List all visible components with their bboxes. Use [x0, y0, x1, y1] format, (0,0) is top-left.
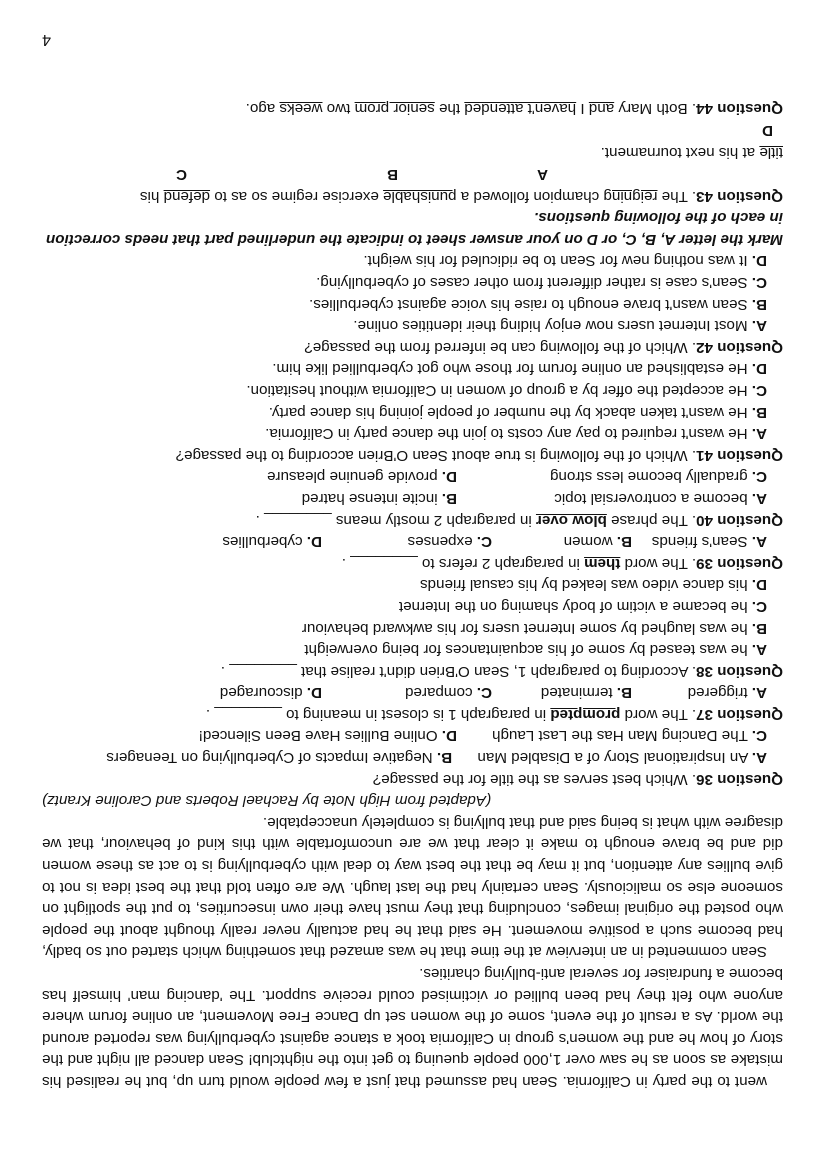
highlighted-word: prompted	[550, 705, 621, 723]
question-text: champion followed a	[456, 187, 604, 205]
passage-paragraph: went to the party in California. Sean had assumed that just a few people would turn up, but he realised his mistake as soon as he saw over 1,000 people queuing to get into the nightclub! Sean danced all night and the story of how he and the women's group in California took a stance against cyberbullying was reported around the world. As a result of the event, some of the women set up Dance Free Movement, an online forum where anyone who felt they had been bullied or victimised could receive support. The 'dancing man' himself has become a fundraiser for several anti-bullying charities.	[42, 965, 783, 1090]
answer-letters-row	[42, 163, 783, 185]
underlined-part-b: punishable	[383, 187, 457, 205]
option-b	[42, 401, 783, 423]
question-36	[42, 768, 783, 790]
question-39	[42, 552, 783, 574]
option-a	[632, 531, 767, 553]
option-c	[322, 682, 492, 704]
question-41	[42, 444, 783, 466]
option-text: his dance video was leaked by his casual friends	[420, 576, 748, 594]
option-c	[457, 725, 767, 747]
passage-paragraph: Sean commented in an interview at the time that he was amazed that something which started out so badly, had become such a positive movement. He said that he had actually never really thought about the people who posted the original images, concluding that they must have their own insecurities, to put the spotlight on someone else so maliciously. Sean certainly had the last laugh. We are often told that the best idea is not to give bullies any attention, but it may be that the best way to deal with cyberbullying is to act as these women did and be brave enough to make it clear that we are uncomfortable with this kind of behaviour, that we disagree with what is being said and that bullying is completely unacceptable.	[42, 813, 783, 961]
option-c	[42, 271, 783, 293]
option-text: Sean's friends	[651, 533, 748, 551]
option-b	[42, 487, 457, 509]
question-number: Question 44	[696, 100, 783, 118]
underlined-part-a: and	[588, 100, 615, 118]
option-text: gradually become less strong	[550, 468, 748, 486]
option-text: he was teased by some of his acquaintances for being overweight	[304, 641, 748, 659]
option-d	[42, 725, 457, 747]
question-text: . The word	[620, 705, 697, 723]
option-label: C.	[476, 684, 492, 702]
option-label: B.	[751, 403, 767, 421]
option-label: D.	[306, 533, 322, 551]
underlined-part-b: haven't attended	[464, 100, 577, 118]
option-text: He wasn't taken aback by the number of people joining his dance party.	[268, 403, 748, 421]
letter-b: B	[387, 166, 398, 184]
options-row	[42, 466, 783, 488]
question-text: two	[322, 100, 355, 118]
option-text: women	[563, 533, 613, 551]
question-text: . According to paragraph 1, Sean O'Brien didn't realise that ________ .	[220, 662, 697, 680]
option-label: A.	[751, 425, 767, 443]
option-label: A.	[751, 641, 767, 659]
option-a	[42, 747, 783, 769]
page-number: 4	[42, 31, 51, 48]
option-label: B.	[616, 684, 632, 702]
option-label: C.	[751, 597, 767, 615]
question-text: at his next tournament.	[600, 144, 760, 162]
question-text: exercise regime so as to	[210, 187, 384, 205]
option-text: cyberbullies	[222, 533, 303, 551]
question-number: Question 40	[696, 511, 783, 529]
answer-letters-row	[42, 119, 783, 141]
option-text: incite intense hatred	[301, 489, 438, 507]
option-d	[42, 531, 322, 553]
question-text: . The phrase	[606, 511, 697, 529]
underlined-part-d: weeks	[279, 100, 323, 118]
option-text: compared	[405, 684, 473, 702]
question-44	[42, 98, 783, 120]
option-text: become a controversial topic	[554, 489, 748, 507]
question-38	[42, 660, 783, 682]
question-text: the	[434, 100, 465, 118]
option-text: Negative Impacts of Cyberbullying on Teenagers	[106, 749, 433, 767]
option-text: terminated	[540, 684, 613, 702]
question-number: Question 38	[696, 662, 783, 680]
section-instruction: Mark the letter A, B, C, or D on your answer sheet to indicate the underlined part that needs correction in each of the following questions.	[45, 209, 783, 248]
option-d	[42, 466, 457, 488]
option-text: he became a victim of body shaming on the Internet	[398, 597, 748, 615]
option-label: C.	[751, 382, 767, 399]
underlined-part-a: reigning	[603, 187, 658, 205]
option-label: B.	[441, 489, 457, 507]
question-text: in paragraph 1 is closest in meaning to ________ .	[205, 705, 551, 723]
question-text: I	[576, 100, 589, 118]
option-a	[42, 423, 783, 445]
question-43	[42, 185, 783, 207]
letter-d: D	[762, 122, 773, 140]
option-a	[42, 639, 783, 661]
question-number: Question 36	[696, 770, 783, 788]
option-label: A.	[751, 317, 767, 335]
question-text: in paragraph 2 refers to ________ .	[341, 554, 585, 572]
option-text: Sean wasn't brave enough to raise his voice against cyberbullies.	[309, 295, 748, 313]
question-text: . The	[657, 187, 697, 205]
question-text: his	[139, 187, 164, 205]
options-row	[42, 725, 783, 747]
option-text: It was nothing new for Sean to be ridiculed for his weight.	[363, 252, 748, 270]
option-text: Sean's case is rather different from other cases of cyberbullying.	[316, 274, 748, 292]
option-label: D.	[751, 360, 767, 378]
option-text: he was laughed by some Internet users for his awkward behaviour	[301, 619, 748, 637]
option-label: D.	[751, 252, 767, 270]
option-text: triggered	[687, 684, 748, 702]
question-37	[42, 703, 783, 725]
option-a	[632, 682, 767, 704]
option-text: He accepted the offer by a group of women in California without hesitation.	[246, 382, 748, 399]
question-42	[42, 336, 783, 358]
question-number: Question 41	[696, 446, 783, 464]
option-label: C.	[751, 274, 767, 292]
option-label: C.	[476, 533, 492, 551]
option-c	[457, 466, 767, 488]
option-b	[42, 617, 783, 639]
question-text: . Which of the following is true about Sean O'Brien according to the passage?	[175, 446, 697, 464]
option-text: He wasn't required to pay any costs to join the dance party in California.	[265, 425, 748, 443]
option-label: C.	[751, 468, 767, 486]
option-d	[42, 574, 783, 596]
underlined-part-d: title	[759, 144, 783, 162]
option-label: D.	[441, 727, 457, 745]
source-citation: (Adapted from High Note by Rachael Roberts and Caroline Krantz)	[42, 792, 492, 810]
option-label: A.	[751, 533, 767, 551]
options-row	[42, 531, 783, 553]
option-text: expenses	[407, 533, 473, 551]
highlighted-word: blow over	[535, 511, 607, 529]
options-row	[42, 682, 783, 704]
question-number: Question 39	[696, 554, 783, 572]
question-text: ago.	[245, 100, 280, 118]
question-text: . The word	[620, 554, 697, 572]
underlined-part-c: defend	[163, 187, 211, 205]
option-c	[42, 595, 783, 617]
options-row	[42, 487, 783, 509]
option-label: B.	[436, 749, 453, 767]
option-c	[322, 531, 492, 553]
question-text: in paragraph 2 mostly means ________ .	[255, 511, 536, 529]
option-label: D.	[751, 576, 767, 594]
option-label: C.	[751, 727, 767, 745]
option-label: D.	[306, 684, 322, 702]
option-d	[42, 682, 322, 704]
question-43-continued	[42, 141, 783, 163]
question-text: . Which of the following can be inferred from the passage?	[304, 338, 697, 356]
question-text: . Which best serves as the title for the passage?	[372, 770, 697, 788]
option-label: A.	[751, 489, 767, 507]
option-label: B.	[751, 619, 767, 637]
option-text: The Dancing Man Has the Last Laugh	[492, 727, 748, 745]
option-a	[42, 315, 783, 337]
option-text: discouraged	[219, 684, 303, 702]
question-number: Question 37	[696, 705, 783, 723]
page-content	[42, 98, 783, 1092]
underlined-part-c: senior prom	[354, 100, 435, 118]
question-text: . Both Mary	[614, 100, 697, 118]
option-c	[42, 379, 783, 401]
letter-c: C	[176, 166, 187, 184]
option-text: provide genuine pleasure	[267, 468, 438, 486]
option-b	[42, 293, 783, 315]
option-text: An Inspirational Story of a Disabled Man	[477, 749, 749, 767]
option-label: D.	[441, 468, 457, 486]
option-label: B.	[616, 533, 632, 551]
option-d	[42, 358, 783, 380]
option-text: Online Bullies Have Been Silenced!	[198, 727, 438, 745]
letter-a: A	[537, 166, 548, 184]
question-number: Question 42	[696, 338, 783, 356]
option-label: B.	[751, 295, 767, 313]
highlighted-word: them	[584, 554, 621, 572]
question-40	[42, 509, 783, 531]
option-text: He established an online forum for those who got cyberbullied like him.	[272, 360, 748, 378]
option-a	[457, 487, 767, 509]
option-b	[492, 682, 632, 704]
option-label: A.	[751, 684, 767, 702]
option-text: Most Internet users now enjoy hiding their identities online.	[353, 317, 748, 335]
option-label: A.	[751, 749, 767, 767]
option-b	[492, 531, 632, 553]
question-number: Question 43	[696, 187, 783, 205]
option-d	[42, 250, 783, 272]
